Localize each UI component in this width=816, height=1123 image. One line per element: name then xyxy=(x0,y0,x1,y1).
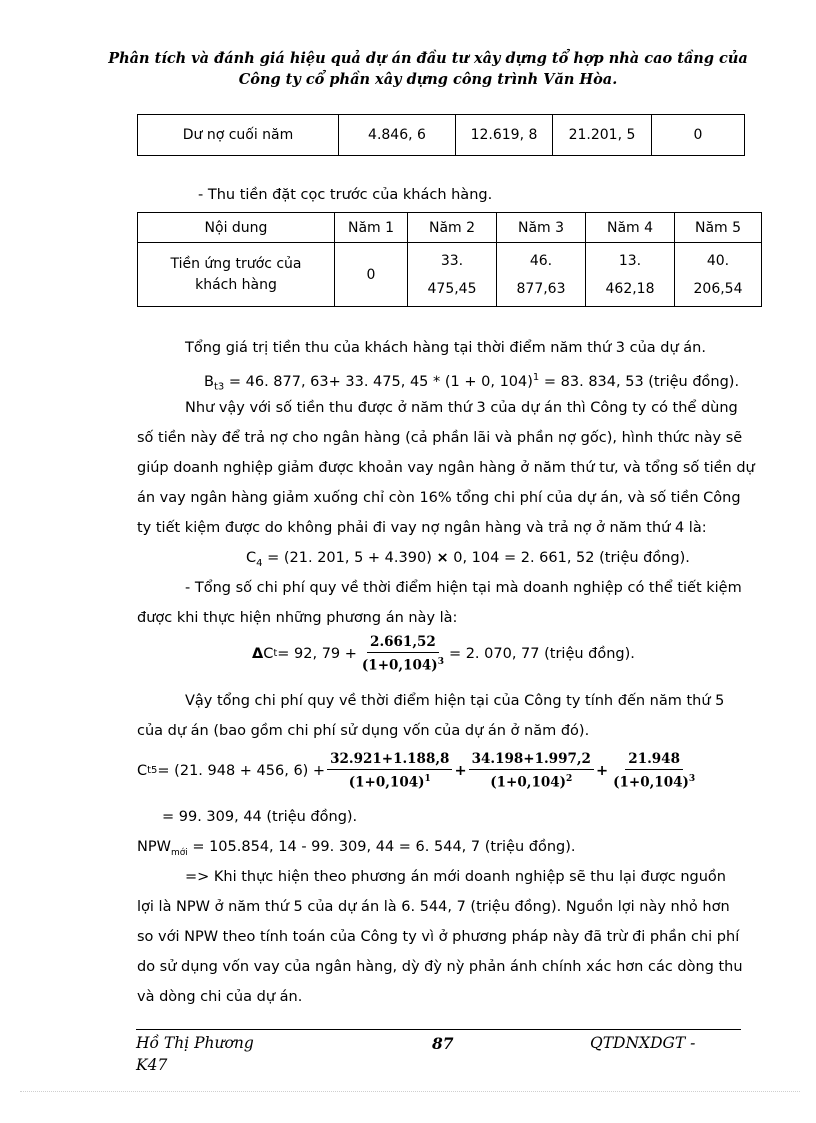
paragraph-line: và dòng chi của dự án. xyxy=(137,989,303,1005)
row-label-line: Tiền ứng trước của xyxy=(170,255,302,272)
page-header xyxy=(60,48,796,90)
paragraph-line: Vậy tổng chi phí quy về thời điểm hiện tại của Công ty tính đến năm thứ 5 xyxy=(185,693,725,709)
paragraph-line: do sử dụng vốn vay của ngân hàng, dỳ đỳ nỳ phản ánh chính xác hơn các dòng thu xyxy=(137,959,743,975)
cell-value: 13. 462,18 xyxy=(586,243,675,307)
debt-label: Dư nợ cuối năm xyxy=(138,115,339,156)
footer-class: K47 xyxy=(136,1056,168,1074)
col-header: Năm 4 xyxy=(586,213,675,243)
col-header: Năm 5 xyxy=(675,213,762,243)
formula-delta-c: Δ C t = 92, 79 + $\frac{2.661,52}{(1+0,104)^3}$ = 2. 070, 77 (triệu đồng). xyxy=(252,634,635,674)
deposit-intro: - Thu tiền đặt cọc trước của khách hàng. xyxy=(198,187,493,203)
page-bottom-edge xyxy=(20,1091,800,1092)
row-label xyxy=(138,243,335,307)
debt-value: 0 xyxy=(652,115,745,156)
footer-code: QTDNXDGT - xyxy=(590,1034,696,1052)
header-line-2: Công ty cổ phần xây dựng công trình Văn Hòa. xyxy=(238,71,618,88)
paragraph-line: lợi là NPW ở năm thứ 5 của dự án là 6. 544, 7 (triệu đồng). Nguồn lợi này nhỏ hơn xyxy=(137,899,730,915)
debt-table xyxy=(137,114,745,156)
paragraph-line: Như vậy với số tiền thu được ở năm thứ 3 của dự án thì Công ty có thể dùng xyxy=(185,400,738,416)
table-header-row xyxy=(138,213,762,243)
fraction: $\frac{32.921+1.188,8}{(1+0,104)^1}$ xyxy=(327,751,452,792)
col-header: Năm 1 xyxy=(335,213,408,243)
paragraph-line: số tiền này để trả nợ cho ngân hàng (cả phần lãi và phần nợ gốc), hình thức này sẽ xyxy=(137,430,743,446)
paragraph-line: giúp doanh nghiệp giảm được khoản vay ngân hàng ở năm thứ tư, và tổng số tiền dự xyxy=(137,460,755,476)
paragraph-line: ty tiết kiệm được do không phải đi vay nợ ngân hàng và trả nợ ở năm thứ 4 là: xyxy=(137,520,707,536)
col-header: Năm 2 xyxy=(408,213,497,243)
footer-author: Hồ Thị Phương xyxy=(136,1034,254,1052)
paragraph-line: so với NPW theo tính toán của Công ty vì ở phương pháp này đã trừ đi phần chi phí xyxy=(137,929,740,945)
fraction: $\frac{2.661,52}{(1+0,104)^3}$ xyxy=(361,634,444,674)
cell-value: 46. 877,63 xyxy=(497,243,586,307)
header-line-1: Phân tích và đánh giá hiệu quả dự án đầu tư xây dựng tổ hợp nhà cao tầng của xyxy=(108,50,748,67)
paragraph-line: của dự án (bao gồm chi phí sử dụng vốn của dự án ở năm đó). xyxy=(137,723,590,739)
page-number: 87 xyxy=(432,1034,454,1053)
paragraph: Tổng giá trị tiền thu của khách hàng tại thời điểm năm thứ 3 của dự án. xyxy=(185,340,706,356)
cell-value: 33. 475,45 xyxy=(408,243,497,307)
formula-npw: $NPW_{mới} = 105.854$, 14 - 99. 309, 44 = 6. 544, 7 (triệu đồng). xyxy=(137,839,576,858)
paragraph-line: án vay ngân hàng giảm xuống chỉ còn 16% tổng chi phí của dự án, và số tiền Công xyxy=(137,490,741,506)
cell-value: 40. 206,54 xyxy=(675,243,762,307)
footer-divider xyxy=(136,1029,741,1030)
fraction: $\frac{34.198+1.997,2}{(1+0,104)^2}$ xyxy=(469,751,594,792)
col-header: Nội dung xyxy=(138,213,335,243)
col-header: Năm 3 xyxy=(497,213,586,243)
formula-ct5: C t5 = (21. 948 + 456, 6) + $\frac{32.921+1.188,8}{(1+0,104)^1}$ + $\frac{34.198+1.997,2}{(1+0,104)^2}$ + $\frac{21.948}{(1+0,104)^3}$ xyxy=(137,751,700,792)
debt-value: 12.619, 8 xyxy=(456,115,553,156)
formula-ct5-result: = 99. 309, 44 (triệu đồng). xyxy=(162,809,358,825)
fraction: $\frac{21.948}{(1+0,104)^3}$ xyxy=(613,751,696,791)
debt-value: 4.846, 6 xyxy=(339,115,456,156)
table-row xyxy=(138,243,762,307)
cell-value: 0 xyxy=(335,243,408,307)
deposit-table xyxy=(137,212,762,307)
paragraph-line: => Khi thực hiện theo phương án mới doanh nghiệp sẽ thu lại được nguồn xyxy=(185,869,726,885)
paragraph-line: được khi thực hiện những phương án này là: xyxy=(137,610,458,626)
row-label-line: khách hàng xyxy=(195,276,277,293)
formula-c4: $C_4 = (21$. 201, 5 + 4.390) × 0, 104 = 2. 661, 52 (triệu đồng). xyxy=(246,550,690,569)
formula-bt3: $B_{t3} = 46$. 877, 63+ 33. 475, 45 * (1 + 0, 104)$^1$ = 83. 834, 53 (triệu đồng). xyxy=(204,372,740,393)
debt-value: 21.201, 5 xyxy=(553,115,652,156)
table-row xyxy=(138,115,745,156)
paragraph-line: - Tổng số chi phí quy về thời điểm hiện tại mà doanh nghiệp có thể tiết kiệm xyxy=(185,580,742,596)
